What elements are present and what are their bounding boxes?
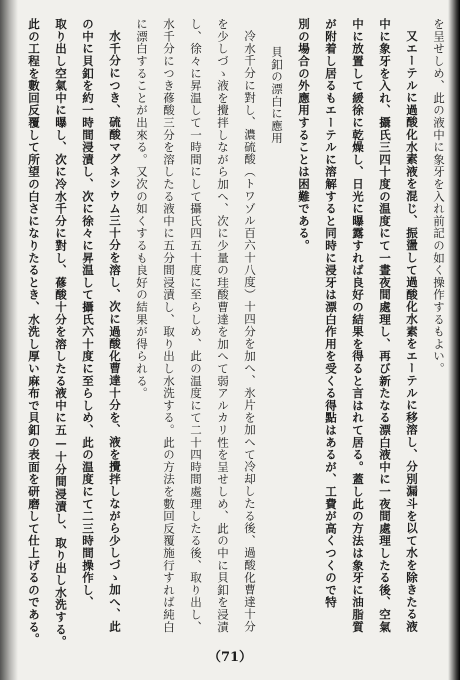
text-column: に漂白することが出來る。又次の如くするも良好の結果が得られる。 [135,18,149,400]
text-column: を少しづゝ液を攪拌しながら加へ、次に少量の珪酸曹達を加へて弱アルカリ性を呈せしめ、此の中に貝釦を浸漬 [216,18,230,633]
text-column: 水千分につき蓚酸三分を溶したる液中に五分間浸漬し、取り出し水洗する。此の方法を數回反覆施行すれば純白 [162,18,176,633]
vertical-text-block [24,18,446,648]
page-right-shadow [448,0,460,680]
text-column: し、徐々に昇温して一時間にして攝氏四五十度に至らしめ、此の温度にて二十四時間處理したる後、取り出し、 [189,18,203,633]
text-column: 中に象牙を入れ、攝氏三四十度の温度にて一晝夜間處理し、再び新たなる漂白液中に一夜間處理したる後、空氣 [378,18,392,633]
page-number: （71） [207,650,253,665]
section-heading: 貝釦の漂白に應用 [270,46,284,145]
text-column: 冷水千分に對し、濃硫酸（トワゾル百六十八度）十四分を加へ、氷片を加へて冷却したる後、過酸化曹達十分 [243,30,257,633]
text-column: 此の工程を數回反覆して所望の白さになりたるとき、水洗し厚い麻布で貝釦の表面を研磨して仕上げるのである。 [27,18,41,646]
text-column: 別の場合の外應用することは困難である。 [297,18,311,252]
text-column: が附着し居るもエーテルに溶解すると同時に浸牙は漂白作用を受くる得點はあるが、工費が高くつくので特 [324,18,338,609]
text-column: 取り出し空氣中に曝し、次に冷水千分に對し、蓚酸十分を溶したる液中に五—十分間浸漬し、取り出し水洗する。 [54,18,68,648]
text-column: 水千分につき、硫酸マグネシウム三十分を溶し、次に過酸化曹達十分を、液を攪拌しながら少しづゝ加へ、此 [108,30,122,633]
text-column: の中に貝釦を約一時間浸漬し、次に徐々に昇温して攝氏六十度に至らしめ、此の温度にて二三時間操作し、 [81,18,95,609]
text-column: 中に放置して緩徐に乾燥し、日光に曝露すれば良好の結果を得ると言はれて居る。蓋し此の方法は象牙に油脂質 [351,18,365,633]
text-column: を呈せしめ、此の液中に象牙を入れ前記の如く操作するもよい。 [432,18,446,375]
text-column: 又エーテルに過酸化水素液を混じ、振盪して過酸化水素をエーテルに移溶し、分別漏斗を以て水を除きたる液 [405,30,419,633]
page-left-shadow [0,0,18,680]
